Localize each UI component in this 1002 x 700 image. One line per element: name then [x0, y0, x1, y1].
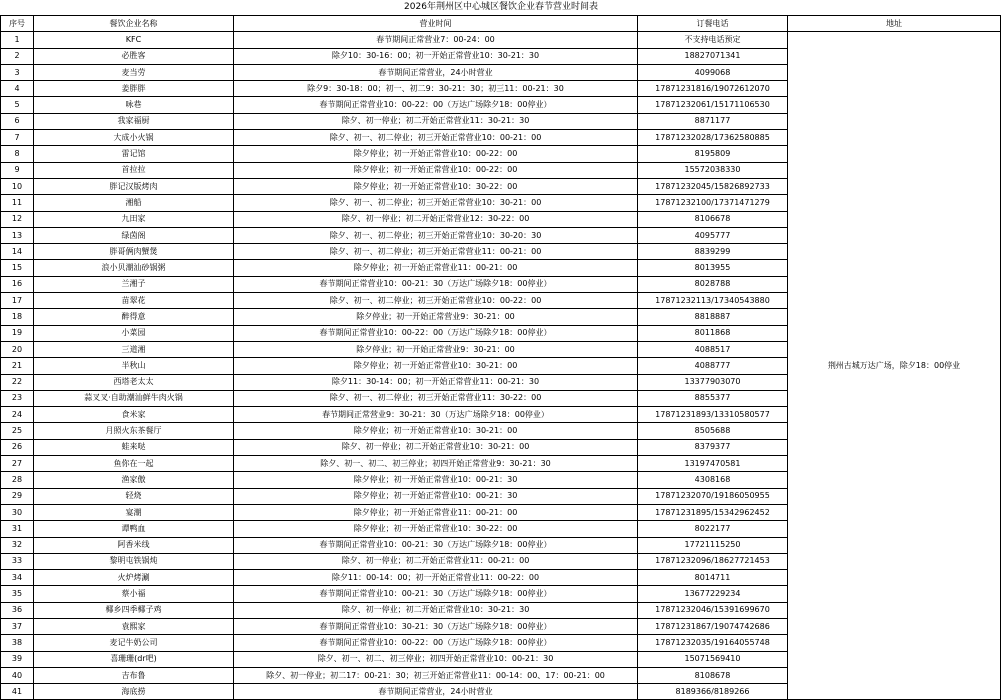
hours-cell: 春节期间正常营业10：30-21：30（万达广场除夕18：00停业）	[234, 618, 638, 634]
hours-cell: 春节期间正常营业10：00-22：00（万达广场除夕18：00停业）	[234, 97, 638, 113]
restaurant-name-cell: 月照火东茶餐厅	[34, 423, 234, 439]
restaurant-name-cell: 姜胖胖	[34, 81, 234, 97]
phone-cell: 13197470581	[638, 456, 788, 472]
restaurant-name-cell: 喜珊珊(dr吧)	[34, 651, 234, 667]
phone-cell: 17871231867/19074742686	[638, 618, 788, 634]
hours-cell: 除夕停业；初一开始正常营业11：00-21：00	[234, 260, 638, 276]
phone-cell: 8379377	[638, 439, 788, 455]
index-cell: 20	[1, 341, 34, 357]
restaurant-name-cell: 麦当劳	[34, 64, 234, 80]
table-row	[1, 32, 1001, 48]
schedule-table	[0, 15, 1001, 700]
phone-cell: 17871232035/19164055748	[638, 635, 788, 651]
index-cell: 26	[1, 439, 34, 455]
hours-cell: 除夕停业；初一开始正常营业9：30-21：00	[234, 309, 638, 325]
hours-cell: 除夕停业；初一开始正常营业10：30-21：00	[234, 423, 638, 439]
restaurant-name-cell: 苗翠花	[34, 293, 234, 309]
hours-cell: 除夕、初一停业；初二开始正常营业11：30-21：30	[234, 113, 638, 129]
hours-cell: 除夕、初一停业；初二17：00-21：30；初三开始正常营业11：00-14：00、17：00-21：00	[234, 667, 638, 683]
hours-cell: 除夕9：30-18：00；初一、初二9：30-21：30；初三11：00-21：30	[234, 81, 638, 97]
index-cell: 21	[1, 358, 34, 374]
hours-cell: 除夕、初一、初二、初三停业；初四开始正常营业9：30-21：30	[234, 456, 638, 472]
header-name: 餐饮企业名称	[34, 16, 234, 32]
phone-cell: 8014711	[638, 570, 788, 586]
index-cell: 28	[1, 472, 34, 488]
header-index: 序号	[1, 16, 34, 32]
restaurant-name-cell: 轻烧	[34, 488, 234, 504]
restaurant-name-cell: 渔家傲	[34, 472, 234, 488]
index-cell: 9	[1, 162, 34, 178]
hours-cell: 除夕11：00-14：00；初一开始正常营业11：00-22：00	[234, 570, 638, 586]
index-cell: 18	[1, 309, 34, 325]
index-cell: 29	[1, 488, 34, 504]
phone-cell: 4099068	[638, 64, 788, 80]
index-cell: 39	[1, 651, 34, 667]
index-cell: 27	[1, 456, 34, 472]
phone-cell: 不支持电话预定	[638, 32, 788, 48]
phone-cell: 8855377	[638, 390, 788, 406]
index-cell: 34	[1, 570, 34, 586]
restaurant-name-cell: 袁熙家	[34, 618, 234, 634]
phone-cell: 4088777	[638, 358, 788, 374]
restaurant-name-cell: 雷记馆	[34, 146, 234, 162]
index-cell: 4	[1, 81, 34, 97]
phone-cell: 17871231895/15342962452	[638, 504, 788, 520]
phone-cell: 8189366/8189266	[638, 684, 788, 700]
restaurant-name-cell: 蔡小福	[34, 586, 234, 602]
hours-cell: 除夕停业；初一开始正常营业10：00-21：30	[234, 488, 638, 504]
index-cell: 2	[1, 48, 34, 64]
restaurant-name-cell: 小菜园	[34, 325, 234, 341]
restaurant-name-cell: 麦记牛奶公司	[34, 635, 234, 651]
hours-cell: 除夕、初一停业；初二开始正常营业10：30-21：30	[234, 602, 638, 618]
restaurant-name-cell: 黎明屯铁锅炖	[34, 553, 234, 569]
phone-cell: 17871232113/17340543880	[638, 293, 788, 309]
index-cell: 33	[1, 553, 34, 569]
hours-cell: 除夕、初一停业；初二开始正常营业11：00-21：00	[234, 553, 638, 569]
index-cell: 13	[1, 227, 34, 243]
address-cell: 荆州古城万达广场，除夕18：00停业	[788, 32, 1001, 700]
hours-cell: 春节期间正常营业10：00-21：30（万达广场除夕18：00停业）	[234, 537, 638, 553]
restaurant-name-cell: 九田家	[34, 211, 234, 227]
hours-cell: 除夕、初一、初二停业；初三开始正常营业10：00-22：00	[234, 293, 638, 309]
phone-cell: 8195809	[638, 146, 788, 162]
phone-cell: 13677229234	[638, 586, 788, 602]
restaurant-name-cell: KFC	[34, 32, 234, 48]
phone-cell: 15071569410	[638, 651, 788, 667]
restaurant-name-cell: 湘船	[34, 195, 234, 211]
index-cell: 12	[1, 211, 34, 227]
table-header-row	[1, 16, 1001, 32]
restaurant-name-cell: 必胜客	[34, 48, 234, 64]
index-cell: 6	[1, 113, 34, 129]
sheet-title: 2026年荆州区中心城区餐饮企业春节营业时间表	[404, 2, 598, 12]
phone-cell: 17871231893/13310580577	[638, 407, 788, 423]
hours-cell: 除夕、初一、初二停业；初三开始正常营业10：30-21：00	[234, 195, 638, 211]
restaurant-name-cell: 胖记汉版烤肉	[34, 178, 234, 194]
restaurant-name-cell: 谭鸭血	[34, 521, 234, 537]
phone-cell: 17871232046/15391699670	[638, 602, 788, 618]
restaurant-name-cell: 火炉烤涮	[34, 570, 234, 586]
index-cell: 30	[1, 504, 34, 520]
index-cell: 38	[1, 635, 34, 651]
restaurant-name-cell: 蒜叉叉·自助潮汕鲜牛肉火锅	[34, 390, 234, 406]
restaurant-name-cell: 蛙来哒	[34, 439, 234, 455]
index-cell: 5	[1, 97, 34, 113]
phone-cell: 17871232045/15826892733	[638, 178, 788, 194]
restaurant-name-cell: 海底捞	[34, 684, 234, 700]
hours-cell: 除夕、初一、初二停业；初三开始正常营业10：30-20：30	[234, 227, 638, 243]
phone-cell: 13377903070	[638, 374, 788, 390]
hours-cell: 除夕停业；初一开始正常营业11：00-21：00	[234, 504, 638, 520]
restaurant-name-cell: 三道湘	[34, 341, 234, 357]
restaurant-name-cell: 醉得意	[34, 309, 234, 325]
phone-cell: 8839299	[638, 244, 788, 260]
hours-cell: 春节期间正常营业，24小时营业	[234, 684, 638, 700]
hours-cell: 除夕、初一、初二、初三停业；初四开始正常营业10：00-21：30	[234, 651, 638, 667]
hours-cell: 除夕、初一停业；初二开始正常营业10：30-21：00	[234, 439, 638, 455]
hours-cell: 除夕停业；初一开始正常营业10：00-21：30	[234, 472, 638, 488]
phone-cell: 8871177	[638, 113, 788, 129]
hours-cell: 除夕10：30-16：00；初一开始正常营业10：30-21：30	[234, 48, 638, 64]
hours-cell: 除夕停业；初一开始正常营业10：30-22：00	[234, 178, 638, 194]
hours-cell: 除夕停业；初一开始正常营业10：00-22：00	[234, 162, 638, 178]
restaurant-name-cell: 胖哥俩肉蟹煲	[34, 244, 234, 260]
hours-cell: 除夕停业；初一开始正常营业10：30-21：00	[234, 358, 638, 374]
index-cell: 10	[1, 178, 34, 194]
index-cell: 23	[1, 390, 34, 406]
phone-cell: 8106678	[638, 211, 788, 227]
index-cell: 22	[1, 374, 34, 390]
hours-cell: 春节期间正常营业10：00-22：00（万达广场除夕18：00停业）	[234, 325, 638, 341]
index-cell: 14	[1, 244, 34, 260]
hours-cell: 春节期间正常营业7：00-24：00	[234, 32, 638, 48]
phone-cell: 8505688	[638, 423, 788, 439]
index-cell: 36	[1, 602, 34, 618]
index-cell: 24	[1, 407, 34, 423]
phone-cell: 4095777	[638, 227, 788, 243]
hours-cell: 除夕11：30-14：00；初一开始正常营业11：00-21：30	[234, 374, 638, 390]
index-cell: 41	[1, 684, 34, 700]
index-cell: 16	[1, 276, 34, 292]
hours-cell: 除夕、初一、初二停业；初三开始正常营业11：30-22：00	[234, 390, 638, 406]
hours-cell: 除夕停业；初一开始正常营业10：30-22：00	[234, 521, 638, 537]
restaurant-name-cell: 兰湘子	[34, 276, 234, 292]
phone-cell: 17871232028/17362580885	[638, 130, 788, 146]
phone-cell: 17871232096/18627721453	[638, 553, 788, 569]
table-body	[1, 32, 1001, 700]
restaurant-name-cell: 浪小贝潮汕砂锅粥	[34, 260, 234, 276]
index-cell: 32	[1, 537, 34, 553]
header-phone: 订餐电话	[638, 16, 788, 32]
hours-cell: 除夕停业；初一开始正常营业9：30-21：00	[234, 341, 638, 357]
hours-cell: 春节期间正常营业10：00-21：30（万达广场除夕18：00停业）	[234, 276, 638, 292]
index-cell: 8	[1, 146, 34, 162]
phone-cell: 17871232061/15171106530	[638, 97, 788, 113]
restaurant-name-cell: 西塔老太太	[34, 374, 234, 390]
phone-cell: 8013955	[638, 260, 788, 276]
phone-cell: 4088517	[638, 341, 788, 357]
restaurant-name-cell: 食米家	[34, 407, 234, 423]
restaurant-name-cell: 首拉拉	[34, 162, 234, 178]
phone-cell: 8028788	[638, 276, 788, 292]
phone-cell: 17871232070/19186050955	[638, 488, 788, 504]
restaurant-name-cell: 阿香米线	[34, 537, 234, 553]
hours-cell: 春节期间正常营业10：00-21：30（万达广场除夕18：00停业）	[234, 586, 638, 602]
restaurant-name-cell: 椰乡四季椰子鸡	[34, 602, 234, 618]
hours-cell: 除夕停业；初一开始正常营业10：00-22：00	[234, 146, 638, 162]
phone-cell: 4308168	[638, 472, 788, 488]
index-cell: 25	[1, 423, 34, 439]
header-hours: 营业时间	[234, 16, 638, 32]
phone-cell: 15572038330	[638, 162, 788, 178]
index-cell: 40	[1, 667, 34, 683]
index-cell: 19	[1, 325, 34, 341]
restaurant-name-cell: 宴潮	[34, 504, 234, 520]
hours-cell: 除夕、初一、初二停业；初三开始正常营业11：00-21：00	[234, 244, 638, 260]
restaurant-name-cell: 大成小火锅	[34, 130, 234, 146]
phone-cell: 8818887	[638, 309, 788, 325]
restaurant-name-cell: 绿茵阁	[34, 227, 234, 243]
phone-cell: 17871232100/17371471279	[638, 195, 788, 211]
restaurant-name-cell: 吉布鲁	[34, 667, 234, 683]
restaurant-name-cell: 我家福厨	[34, 113, 234, 129]
index-cell: 37	[1, 618, 34, 634]
restaurant-name-cell: 半秋山	[34, 358, 234, 374]
phone-cell: 18827071341	[638, 48, 788, 64]
index-cell: 11	[1, 195, 34, 211]
header-address: 地址	[788, 16, 1001, 32]
restaurant-name-cell: 鱼你在一起	[34, 456, 234, 472]
index-cell: 17	[1, 293, 34, 309]
index-cell: 3	[1, 64, 34, 80]
index-cell: 15	[1, 260, 34, 276]
phone-cell: 8108678	[638, 667, 788, 683]
index-cell: 35	[1, 586, 34, 602]
hours-cell: 除夕、初一、初二停业；初三开始正常营业10：00-21：00	[234, 130, 638, 146]
hours-cell: 除夕、初一停业；初二开始正常营业12：30-22：00	[234, 211, 638, 227]
phone-cell: 17721115250	[638, 537, 788, 553]
phone-cell: 8022177	[638, 521, 788, 537]
index-cell: 1	[1, 32, 34, 48]
phone-cell: 8011868	[638, 325, 788, 341]
index-cell: 31	[1, 521, 34, 537]
restaurant-name-cell: 咏巷	[34, 97, 234, 113]
phone-cell: 17871231816/19072612070	[638, 81, 788, 97]
hours-cell: 春节期间正常营业9：30-21：30（万达广场除夕18：00停业）	[234, 407, 638, 423]
hours-cell: 春节期间正常营业，24小时营业	[234, 64, 638, 80]
hours-cell: 春节期间正常营业10：00-22：00（万达广场除夕18：00停业）	[234, 635, 638, 651]
index-cell: 7	[1, 130, 34, 146]
